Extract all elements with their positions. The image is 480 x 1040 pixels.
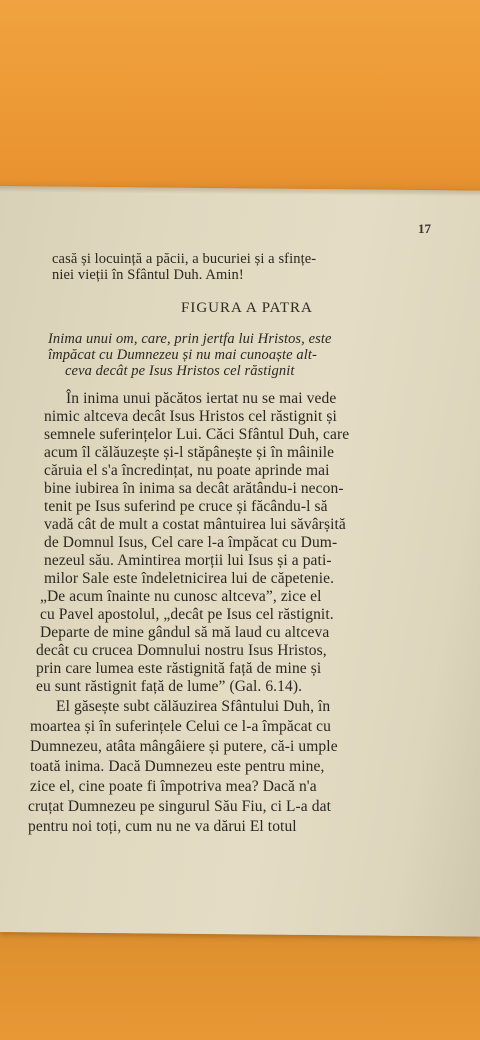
paragraph-line: prin care lumea este răstignită față de mine și: [36, 660, 322, 677]
paragraph-line: cu Pavel apostolul, „decât pe Isus cel răstignit.: [40, 606, 334, 623]
subtitle-line: împăcat cu Dumnezeu și nu mai cunoaște alt-: [48, 347, 317, 363]
paragraph-line: acum îl călăuzește și-l stăpânește și în mâinile: [44, 444, 335, 461]
paragraph-line: eu sunt răstignit față de lume” (Gal. 6.14).: [36, 678, 303, 695]
intro-line: casă și locuință a păcii, a bucuriei și a sfințe-: [52, 251, 317, 267]
paragraph-line: semnele suferințelor Lui. Căci Sfântul Duh, care: [44, 426, 350, 443]
paragraph-line: Dumnezeu, atâta mângâiere și putere, că-i umple: [30, 738, 338, 755]
paragraph-line: În inima unui păcătos iertat nu se mai vede: [66, 390, 337, 407]
paragraph-line: de Domnul Isus, Cel care l-a împăcat cu Dum-: [44, 534, 338, 551]
paragraph-line: decât cu crucea Domnului nostru Isus Hristos,: [36, 642, 327, 659]
paragraph-line: toată inima. Dacă Dumnezeu este pentru mine,: [30, 758, 325, 775]
paragraph-line: bine iubirea în inima sa decât arătându-i necon-: [44, 480, 344, 497]
subtitle-line: ceva decât pe Isus Hristos cel răstignit: [65, 363, 295, 379]
paragraph-line: nezeul său. Amintirea morții lui Isus și a pati-: [44, 552, 332, 569]
paragraph-line: milor Sale este îndeletnicirea lui de căpetenie.: [44, 570, 335, 587]
paragraph-line: cruțat Dumnezeu pe singurul Său Fiu, ci L-a dat: [28, 798, 331, 815]
subtitle-line: Inima unui om, care, prin jertfa lui Hristos, este: [48, 331, 332, 347]
paragraph-line: El găsește subt călăuzirea Sfântului Duh, în: [56, 698, 331, 715]
paragraph-line: nimic altceva decât Isus Hristos cel răstignit și: [44, 408, 337, 425]
intro-line: niei vieții în Sfântul Duh. Amin!: [52, 267, 244, 283]
paragraph-line: tenit pe Isus suferind pe cruce și făcându-l să: [44, 498, 328, 515]
paragraph-line: moartea și în suferințele Celui ce l-a împăcat cu: [30, 718, 331, 735]
paragraph-line: zice el, cine poate fi împotriva mea? Dacă n'a: [30, 778, 317, 795]
paragraph-line: pentru noi toți, cum nu ne va dărui El totul: [28, 818, 297, 835]
paragraph-line: Departe de mine gândul să mă laud cu altceva: [40, 624, 330, 641]
paragraph-line: „De acum înainte nu cunosc altceva”, zice el: [40, 588, 322, 605]
paragraph-line: vadă cât de mult a costat mântuirea lui săvârșită: [44, 516, 346, 533]
section-heading: FIGURA A PATRA: [181, 300, 313, 316]
paragraph-line: căruia el s'a încredințat, nu poate aprinde mai: [44, 462, 330, 479]
page-number: 17: [418, 221, 431, 236]
